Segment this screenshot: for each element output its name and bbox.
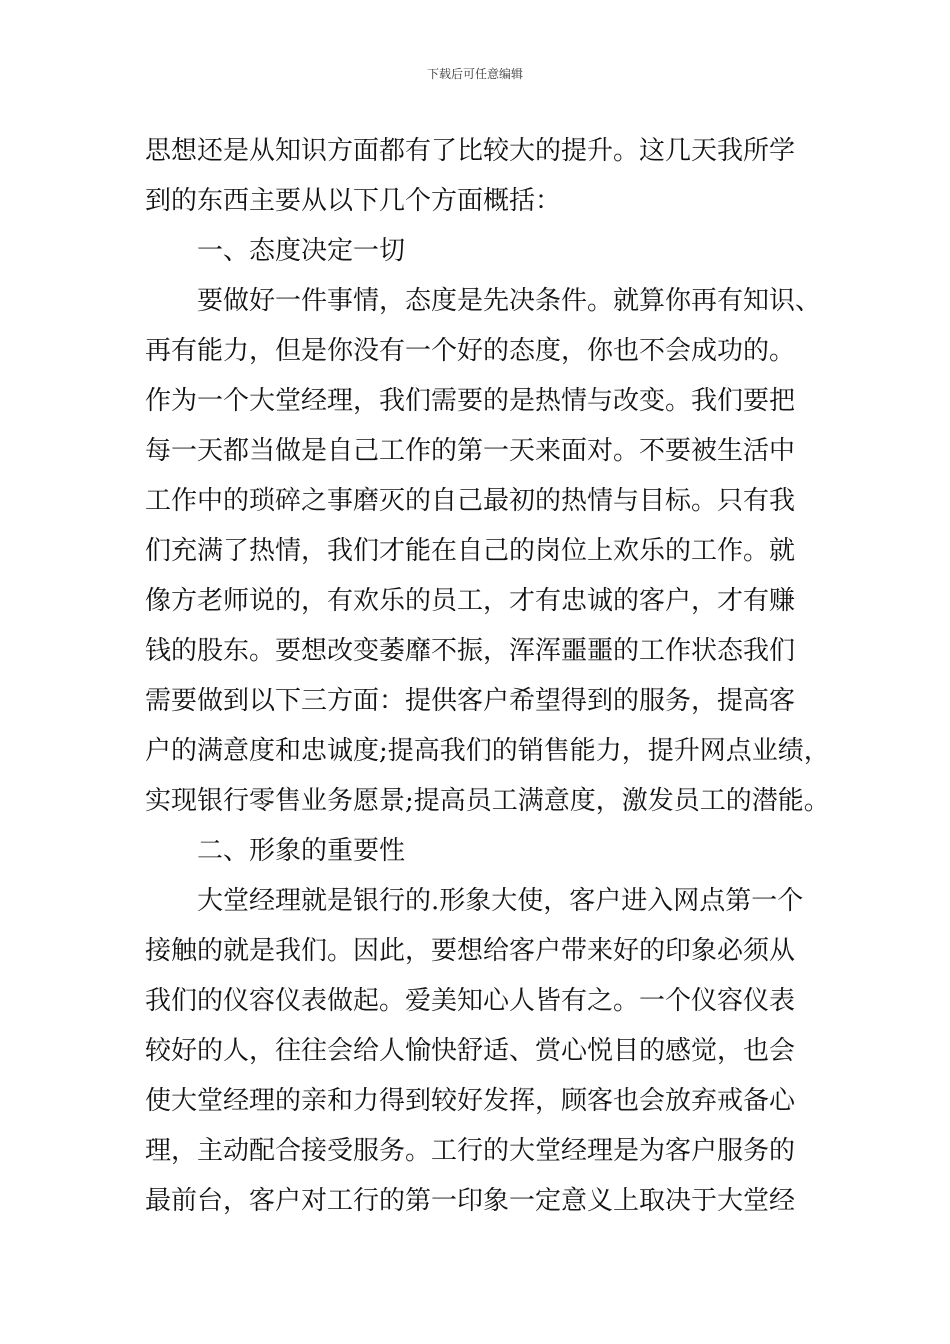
text-line: 钱的股东。要想改变萎靡不振，浑浑噩噩的工作状态我们 (145, 636, 796, 666)
page-header: 下载后可任意编辑 (426, 67, 523, 81)
document-body (145, 126, 835, 1226)
text-line: 要做好一件事情，态度是先决条件。就算你再有知识、 (197, 286, 822, 316)
text-line: 工作中的琐碎之事磨灭的自己最初的热情与目标。只有我 (145, 486, 796, 516)
text-line: 到的东西主要从以下几个方面概括： (145, 186, 562, 216)
text-line: 作为一个大堂经理，我们需要的是热情与改变。我们要把 (145, 386, 796, 416)
text-line: 使大堂经理的亲和力得到较好发挥，顾客也会放弃戒备心 (145, 1086, 796, 1116)
text-line: 接触的就是我们。因此，要想给客户带来好的印象必须从 (145, 936, 796, 966)
text-line: 我们的仪容仪表做起。爱美知心人皆有之。一个仪容仪表 (145, 986, 796, 1016)
text-line: 需要做到以下三方面：提供客户希望得到的服务，提高客 (145, 686, 796, 716)
text-line: 二、形象的重要性 (197, 836, 406, 866)
text-line: 理，主动配合接受服务。工行的大堂经理是为客户服务的 (145, 1136, 796, 1166)
text-line: 较好的人，往往会给人愉快舒适、赏心悦目的感觉，也会 (145, 1036, 796, 1066)
text-line: 大堂经理就是银行的.形象大使，客户进入网点第一个 (197, 886, 804, 916)
text-line: 思想还是从知识方面都有了比较大的提升。这几天我所学 (145, 136, 796, 166)
text-line: 户的满意度和忠诚度;提高我们的销售能力，提升网点业绩， (145, 736, 830, 766)
text-line: 再有能力，但是你没有一个好的态度，你也不会成功的。 (145, 336, 796, 366)
text-line: 每一天都当做是自己工作的第一天来面对。不要被生活中 (145, 436, 796, 466)
text-line: 像方老师说的，有欢乐的员工，才有忠诚的客户，才有赚 (145, 586, 796, 616)
text-line: 们充满了热情，我们才能在自己的岗位上欢乐的工作。就 (145, 536, 796, 566)
text-line: 一、态度决定一切 (197, 236, 406, 266)
text-line: 实现银行零售业务愿景;提高员工满意度，激发员工的潜能。 (145, 786, 830, 816)
text-line: 最前台，客户对工行的第一印象一定意义上取决于大堂经 (145, 1186, 796, 1216)
